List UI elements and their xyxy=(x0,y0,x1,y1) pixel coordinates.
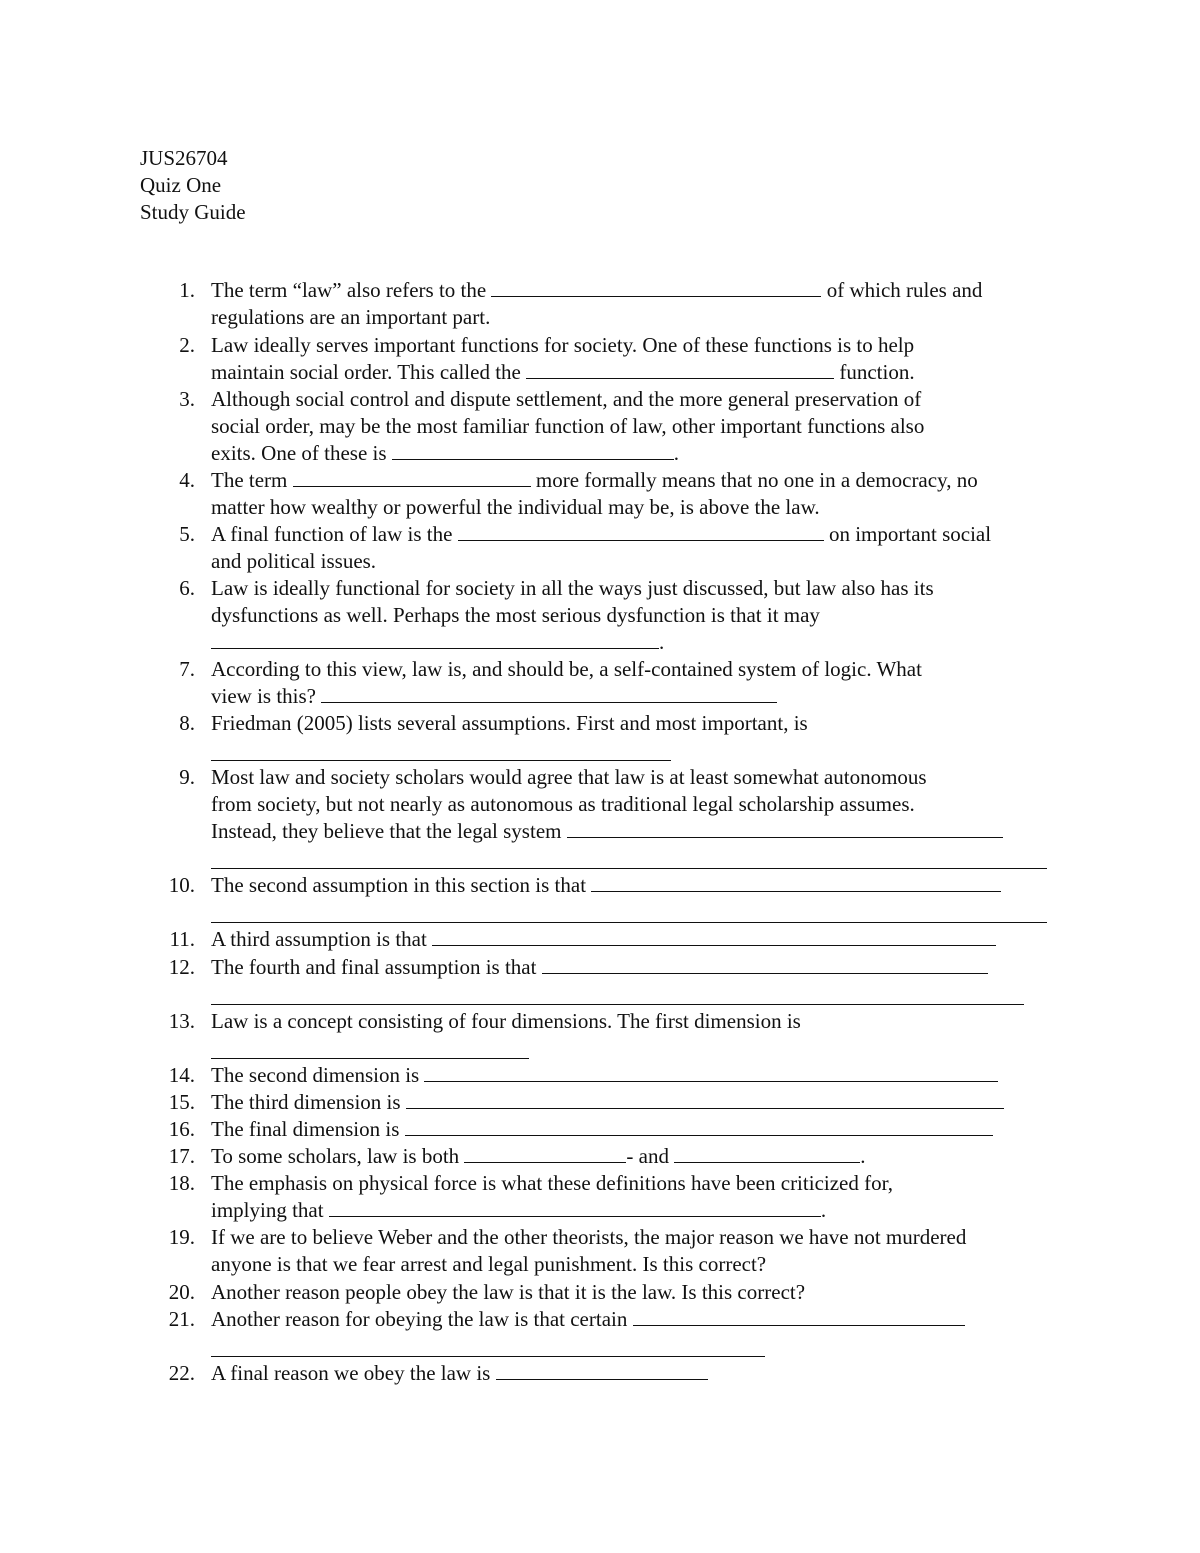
question-line: According to this view, law is, and should be, a self-contained system of logic. What xyxy=(211,657,922,681)
question-line: from society, but not nearly as autonomous as traditional legal scholarship assumes. xyxy=(211,792,915,816)
quiz-name: Quiz One xyxy=(140,173,222,197)
answer-blank[interactable] xyxy=(405,1118,993,1136)
question-line: Law is a concept consisting of four dimensions. The first dimension is xyxy=(211,1009,801,1033)
course-code: JUS26704 xyxy=(140,146,228,170)
question-line xyxy=(211,1198,826,1223)
question-line: Although social control and dispute settlement, and the more general preservation of xyxy=(211,387,922,411)
question-text: The term xyxy=(211,468,288,492)
question-text: To some scholars, law is both xyxy=(211,1144,460,1168)
question-line xyxy=(211,630,664,655)
answer-blank[interactable] xyxy=(211,760,671,761)
answer-blank[interactable] xyxy=(633,1308,965,1326)
question-text: Another reason for obeying the law is that certain xyxy=(211,1307,628,1331)
question-line xyxy=(211,1307,965,1332)
question-line: anyone is that we fear arrest and legal punishment. Is this correct? xyxy=(211,1252,767,1276)
question-text: Instead, they believe that the legal system xyxy=(211,819,562,843)
question-number: 18. xyxy=(168,1171,195,1195)
question-text: . xyxy=(673,441,680,465)
answer-blank[interactable] xyxy=(491,279,821,297)
question-number: 16. xyxy=(168,1117,195,1141)
question-text: A third assumption is that xyxy=(211,927,427,951)
question-number: 19. xyxy=(168,1225,195,1249)
answer-blank[interactable] xyxy=(591,874,1001,892)
question-text: The second assumption in this section is that xyxy=(211,873,587,897)
answer-blank[interactable] xyxy=(211,631,659,649)
question-number: 12. xyxy=(168,955,195,979)
question-text: A final function of law is the xyxy=(211,522,453,546)
question-number: 5. xyxy=(179,522,195,546)
question-line xyxy=(211,360,915,385)
question-line xyxy=(211,927,996,952)
question-line: regulations are an important part. xyxy=(211,305,491,329)
question-number: 3. xyxy=(179,387,195,411)
document-title: Study Guide xyxy=(140,200,246,224)
question-text: maintain social order. This called the xyxy=(211,360,521,384)
question-text: exits. One of these is xyxy=(211,441,387,465)
question-text: The term “law” also refers to the xyxy=(211,278,487,302)
question-line xyxy=(211,1361,708,1386)
answer-blank[interactable] xyxy=(424,1064,998,1082)
question-line: matter how wealthy or powerful the individual may be, is above the law. xyxy=(211,495,820,519)
question-line xyxy=(211,278,982,303)
question-text: function. xyxy=(839,360,915,384)
answer-blank[interactable] xyxy=(211,922,1047,923)
answer-blank[interactable] xyxy=(406,1091,1004,1109)
answer-blank[interactable] xyxy=(496,1362,708,1380)
question-line xyxy=(211,1144,866,1169)
question-text: implying that xyxy=(211,1198,324,1222)
answer-blank[interactable] xyxy=(211,1058,529,1059)
question-line xyxy=(211,873,1001,898)
answer-blank[interactable] xyxy=(392,442,674,460)
question-line xyxy=(211,684,777,709)
question-text: . xyxy=(659,630,665,654)
answer-blank[interactable] xyxy=(674,1145,860,1163)
question-text: on important social xyxy=(828,522,992,546)
question-number: 17. xyxy=(168,1144,195,1168)
question-number: 6. xyxy=(179,576,195,600)
answer-blank[interactable] xyxy=(293,469,531,487)
question-number: 20. xyxy=(168,1280,195,1304)
document-header xyxy=(140,145,246,226)
question-text: The third dimension is xyxy=(211,1090,401,1114)
question-line: Law is ideally functional for society in all the ways just discussed, but law also has its xyxy=(211,576,934,600)
question-number: 2. xyxy=(179,333,195,357)
question-text: view is this? xyxy=(211,684,316,708)
answer-blank[interactable] xyxy=(211,868,1047,869)
question-number: 14. xyxy=(168,1063,195,1087)
question-line: dysfunctions as well. Perhaps the most serious dysfunction is that it may xyxy=(211,603,820,627)
question-text: . xyxy=(820,1198,827,1222)
question-number: 22. xyxy=(168,1361,195,1385)
question-line: and political issues. xyxy=(211,549,377,573)
question-line xyxy=(211,468,978,493)
question-text: The fourth and final assumption is that xyxy=(211,955,537,979)
answer-blank[interactable] xyxy=(458,523,824,541)
question-line xyxy=(211,1063,998,1088)
question-number: 7. xyxy=(179,657,195,681)
question-number: 10. xyxy=(168,873,195,897)
answer-blank[interactable] xyxy=(542,956,988,974)
answer-blank[interactable] xyxy=(321,685,777,703)
question-line: Friedman (2005) lists several assumptions. First and most important, is xyxy=(211,711,808,735)
answer-blank[interactable] xyxy=(329,1199,821,1217)
question-number: 11. xyxy=(169,927,195,951)
answer-blank[interactable] xyxy=(567,820,1003,838)
question-line xyxy=(211,441,679,466)
question-number: 9. xyxy=(179,765,195,789)
question-number: 8. xyxy=(179,711,195,735)
answer-blank[interactable] xyxy=(526,361,834,379)
question-line xyxy=(211,955,988,980)
question-number: 1. xyxy=(179,278,195,302)
answer-blank[interactable] xyxy=(211,1004,1024,1005)
question-text: more formally means that no one in a democracy, no xyxy=(535,468,978,492)
question-number: 13. xyxy=(168,1009,195,1033)
question-text: The second dimension is xyxy=(211,1063,420,1087)
question-number: 4. xyxy=(179,468,195,492)
answer-blank[interactable] xyxy=(464,1145,626,1163)
question-line xyxy=(211,522,991,547)
question-text: A final reason we obey the law is xyxy=(211,1361,491,1385)
question-text: . xyxy=(860,1144,866,1168)
question-line xyxy=(211,819,1003,844)
question-line: The emphasis on physical force is what these definitions have been criticized for, xyxy=(211,1171,894,1195)
question-line: Law ideally serves important functions for society. One of these functions is to help xyxy=(211,333,915,357)
question-line: social order, may be the most familiar function of law, other important functions also xyxy=(211,414,925,438)
answer-blank[interactable] xyxy=(211,1356,765,1357)
question-line xyxy=(211,1090,1004,1115)
question-line xyxy=(211,1117,993,1142)
question-text: - and xyxy=(626,1144,669,1168)
question-text: The final dimension is xyxy=(211,1117,400,1141)
question-line: Another reason people obey the law is that it is the law. Is this correct? xyxy=(211,1280,806,1304)
question-number: 15. xyxy=(168,1090,195,1114)
answer-blank[interactable] xyxy=(432,928,996,946)
question-line: If we are to believe Weber and the other theorists, the major reason we have not murdered xyxy=(211,1225,967,1249)
question-number: 21. xyxy=(168,1307,195,1331)
question-line: Most law and society scholars would agree that law is at least somewhat autonomous xyxy=(211,765,927,789)
question-text: of which rules and xyxy=(826,278,983,302)
